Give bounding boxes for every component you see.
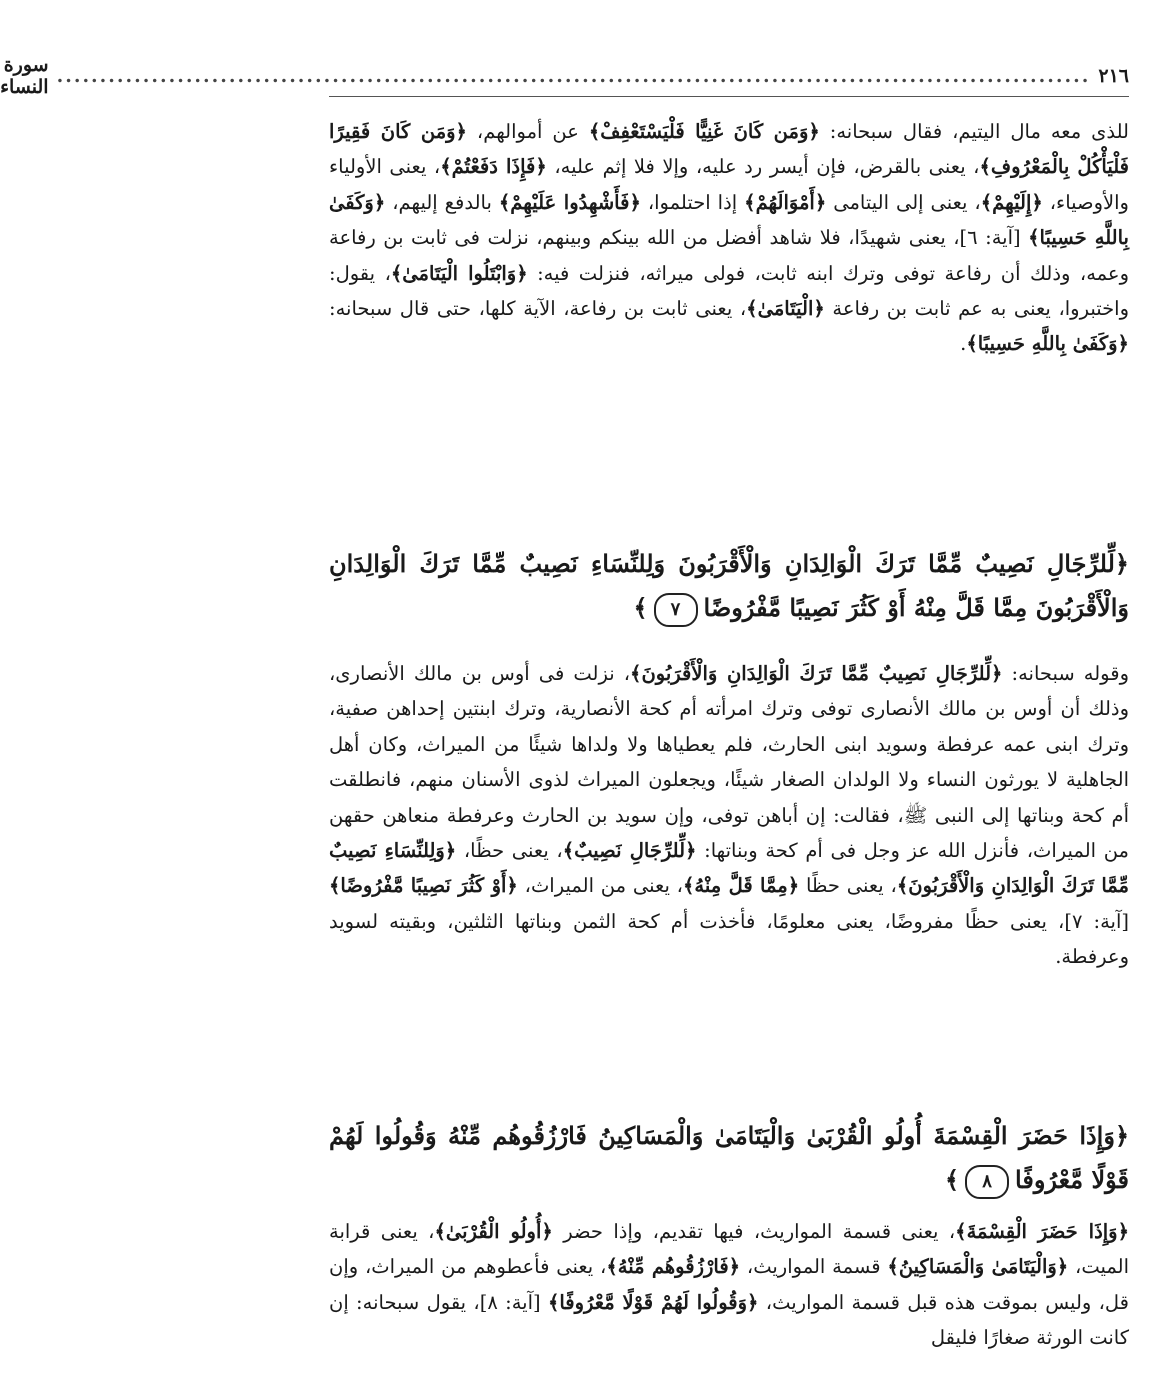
quran-quote: ﴿وَقُولُوا لَهُمْ قَوْلًا مَّعْرُوفًا﴾ [547, 1290, 759, 1314]
text-run: وقوله سبحانه: [1002, 662, 1129, 685]
text-run: إذا احتلموا، [640, 190, 745, 214]
book-page [0, 54, 1130, 1366]
verse-text: ﴿وَإِذَا حَضَرَ الْقِسْمَةَ أُولُو الْقُرْبَىٰ وَالْيَتَامَىٰ وَالْمَسَاكِينُ فَارْزُقُوهُم مِّنْهُ وَقُولُوا لَهُمْ قَوْلًا مَّعْرُوفًا [329, 1121, 1129, 1194]
text-run: ، يعنى من الميراث، [517, 874, 683, 898]
quran-quote: ﴿فَارْزُقُوهُم مِّنْهُ﴾ [606, 1255, 741, 1279]
text-run: ، يعنى بالقرض، فإن أيسر رد عليه، وإلا فلا إثم عليه، [546, 155, 980, 179]
text-run: للذى معه مال اليتيم، فقال سبحانه: [819, 120, 1129, 143]
text-run: ، يقول: واختبروا، يعنى به عم ثابت بن رفاعة [329, 261, 1129, 321]
verse-close-bracket: ﴾ [633, 593, 648, 622]
quran-verse [329, 542, 1129, 630]
text-run: ، يعنى حظًا [799, 874, 897, 898]
ayah-number-marker: ٧ [654, 593, 698, 627]
text-run: ، يعنى قرابة الميت، [329, 1220, 1129, 1279]
quran-quote: ﴿إِلَيْهِمْ﴾ [980, 190, 1043, 214]
verse-block-7 [329, 542, 1129, 630]
text-run: ، يعنى قسمة المواريث، فيها تقديم، وإذا حضر [552, 1220, 956, 1243]
quran-quote: ﴿وَمَن كَانَ فَقِيرًا فَلْيَأْكُلْ بِالْمَعْرُوفِ﴾ [329, 120, 1130, 179]
quran-verse [329, 1114, 1129, 1202]
text-run: ، نزلت فى أوس بن مالك الأنصارى، وذلك أن أوس بن مالك الأنصارى توفى وترك امرأته أم كحة الأنصارية، وترك ابنتين إحداهن صفية، وترك ابنى عمه عرفطة وسويد ابنى الحارث، فلم يعطياها ولا ولداها شيئًا من الميراث، وكان أهل الجاهلية لا يورثون النساء ولا الولدان الصغار شيئًا، ويجعلون الميراث لذوى الأسنان منهم، فانطلقت أم كحة وبناتها إلى النبى ﷺ، فقالت: إن أباهن توفى، وإن سويد بن الحارث وعرفطة منعاهن حقهن من الميراث، فأنزل الله عز وجل فى أم كحة وبناتها: [329, 662, 1129, 863]
text-run: ، يعنى إلى اليتامى [826, 190, 981, 214]
verse-block-8 [329, 1114, 1129, 1202]
verse-close-bracket: ﴾ [944, 1165, 960, 1194]
surah-title: سورة النساء [0, 54, 49, 98]
quran-quote: ﴿وَابْتَلُوا الْيَتَامَىٰ﴾ [390, 261, 528, 285]
text-run: قسمة المواريث، [740, 1255, 888, 1279]
text-run: ، يعنى حظًا، [456, 839, 563, 863]
text-run: [آية: ٦]، يعنى شهيدًا، فلا شاهد أفضل من الله بينكم وبينهم، نزلت فى ثابت بن رفاعة وعمه، وذلك أن رفاعة توفى وترك ابنه ثابت، فولى ميراثه، فنزلت فيه: [329, 226, 1129, 285]
header-leader-dots: ........................................................................................................................ [56, 65, 1091, 87]
quran-quote: ﴿وَإِذَا حَضَرَ الْقِسْمَةَ﴾ [955, 1220, 1130, 1243]
text-run: [آية: ٨]، يقول سبحانه: إن كانت الورثة صغارًا فليقل [329, 1290, 1129, 1350]
commentary-paragraph [329, 656, 1129, 975]
page-number: ٢١٦ [1098, 65, 1129, 87]
quran-quote: ﴿لِّلرِّجَالِ نَصِيبٌ﴾ [562, 839, 697, 863]
text-run: ، يعنى فأعطوهم من الميراث، وإن قل، وليس بموقت هذه قبل قسمة المواريث، [329, 1255, 1129, 1314]
quran-quote: ﴿وَالْيَتَامَىٰ وَالْمَسَاكِينُ﴾ [887, 1255, 1069, 1279]
quran-quote: ﴿وَكَفَىٰ بِاللَّهِ حَسِيبًا﴾ [966, 332, 1129, 356]
page-header [0, 54, 1129, 98]
quran-quote: ﴿وَلِلنِّسَاءِ نَصِيبٌ مِّمَّا تَرَكَ الْوَالِدَانِ وَالْأَقْرَبُونَ﴾ [329, 839, 1129, 898]
quran-quote: ﴿وَكَفَىٰ بِاللَّهِ حَسِيبًا﴾ [329, 190, 1129, 250]
text-run: ، يعنى ثابت بن رفاعة، الآية كلها، حتى قال سبحانه: [329, 297, 747, 321]
text-run: بالدفع إليهم، [385, 190, 499, 214]
text-run: [آية: ٧]، يعنى حظًا مفروضًا، يعنى معلومًا، فأخذت أم كحة الثمن وبناتها الثلثين، وبقيته لسويد وعرفطة. [329, 909, 1129, 969]
verse-text: ﴿لِّلرِّجَالِ نَصِيبٌ مِّمَّا تَرَكَ الْوَالِدَانِ وَالْأَقْرَبُونَ وَلِلنِّسَاءِ نَصِيبٌ مِّمَّا تَرَكَ الْوَالِدَانِ وَالْأَقْرَبُونَ مِمَّا قَلَّ مِنْهُ أَوْ كَثُرَ نَصِيبًا مَّفْرُوضًا [329, 549, 1129, 622]
quran-quote: ﴿أَمْوَالَهُمْ﴾ [744, 190, 827, 214]
quran-quote: ﴿لِّلرِّجَالِ نَصِيبٌ مِّمَّا تَرَكَ الْوَالِدَانِ وَالْأَقْرَبُونَ﴾ [630, 662, 1003, 685]
quran-quote: ﴿مِمَّا قَلَّ مِنْهُ﴾ [682, 874, 800, 898]
commentary-section-1 [329, 114, 1129, 362]
ayah-number-marker: ٨ [965, 1165, 1009, 1199]
quran-quote: ﴿فَإِذَا دَفَعْتُمْ﴾ [440, 155, 547, 179]
quran-quote: ﴿فَأَشْهِدُوا عَلَيْهِمْ﴾ [498, 190, 641, 214]
quran-quote: ﴿وَمَن كَانَ غَنِيًّا فَلْيَسْتَعْفِفْ﴾ [588, 120, 820, 143]
commentary-paragraph [329, 1214, 1129, 1356]
commentary-section-3 [329, 1214, 1129, 1356]
text-run: عن أموالهم، [466, 120, 589, 143]
commentary-section-2 [329, 656, 1129, 975]
commentary-paragraph [329, 114, 1129, 362]
text-run: . [960, 332, 967, 356]
quran-quote: ﴿أَوْ كَثُرَ نَصِيبًا مَّفْرُوضًا﴾ [329, 874, 518, 898]
quran-quote: ﴿أُولُو الْقُرْبَىٰ﴾ [434, 1220, 553, 1243]
quran-quote: ﴿الْيَتَامَىٰ﴾ [746, 297, 825, 321]
text-run: ، يعنى الأولياء والأوصياء، [329, 155, 1129, 214]
